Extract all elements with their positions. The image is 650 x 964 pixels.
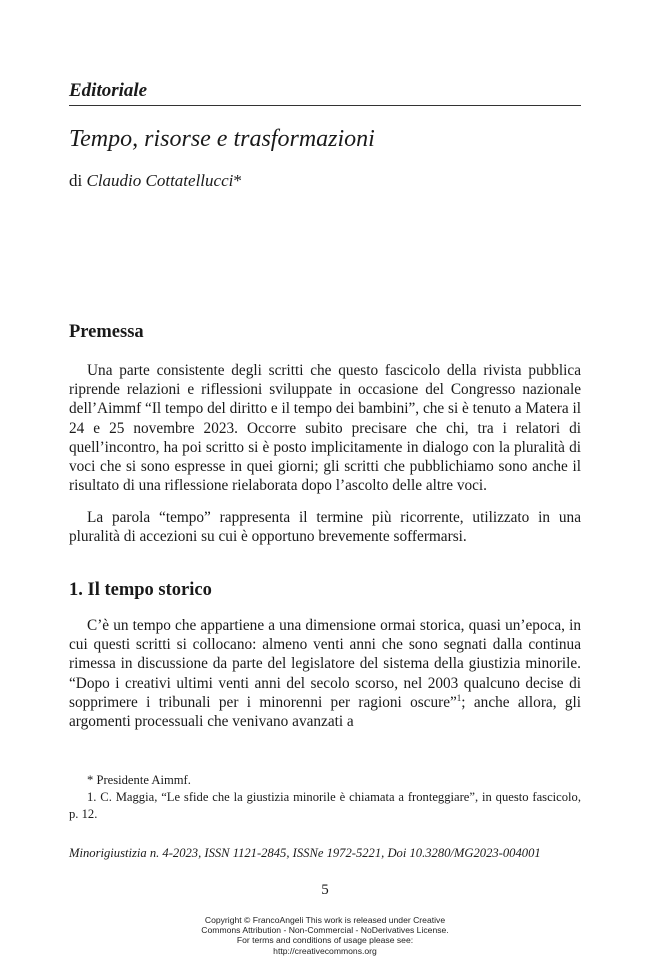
header-rule: [69, 105, 581, 106]
footnote-1: 1. C. Maggia, “Le sfide che la giustizia minorile è chiamata a fronteggiare”, in questo fascicolo, p. 12.: [69, 790, 581, 821]
paragraph: La parola “tempo” rappresenta il termine più ricorrente, utilizzato in una pluralità di accezioni su cui è opportuno brevemente soffermarsi.: [69, 509, 581, 546]
section-heading-premessa: Premessa: [69, 322, 144, 342]
author-name: Claudio Cottatellucci: [86, 171, 234, 190]
author-footnote-mark: *: [233, 171, 242, 190]
paragraph: [69, 616, 581, 731]
section-label: Editoriale: [69, 80, 148, 101]
byline: [69, 171, 242, 191]
license-line: Commons Attribution - Non-Commercial - NoDerivatives License.: [201, 925, 449, 936]
license-link[interactable]: http://creativecommons.org: [273, 945, 377, 956]
byline-prefix: di: [69, 171, 87, 190]
page-number: 5: [321, 882, 329, 898]
journal-citation: Minorigiustizia n. 4-2023, ISSN 1121-2845, ISSNe 1972-5221, Doi 10.3280/MG2023-004001: [69, 846, 541, 860]
paragraph-text: C’è un tempo che appartiene a una dimensione ormai storica, quasi un’epoca, in cui questi scritti si collocano: almeno venti anni che sono segnati dalla continua rimessa in discussione da parte del legislatore del sistema della giustizia minorile. “Dopo i creativi ultimi venti anni del secolo scorso, nel 2003 qualcuno decise di sopprimere i tribunali per i minorenni per ragioni oscure”: [69, 617, 581, 711]
article-title: Tempo, risorse e trasformazioni: [69, 126, 375, 152]
paragraph-text-continued: ; anche allora, gli argomenti processuali che venivano avanzati a: [69, 693, 582, 731]
license-line: For terms and conditions of usage please see:: [236, 935, 414, 946]
footnote-author: * Presidente Aimmf.: [87, 773, 191, 787]
section-heading-tempo-storico: 1. Il tempo storico: [69, 580, 212, 600]
license-notice: [0, 915, 650, 956]
footnote-ref[interactable]: 1: [456, 692, 462, 703]
paragraph: Una parte consistente degli scritti che questo fascicolo della rivista pubblica riprende relazioni e riflessioni sviluppate in occasione del Congresso nazionale dell’Aimmf “Il tempo del diritto e il tempo dei bambini”, che si è tenuto a Matera il 24 e 25 novembre 2023. Occorre subito precisare che chi, tra i relatori di quell’incontro, ha poi scritto si è posto implicitamente in dialogo con la pluralità di voci che si sono espresse in quei giorni; gli scritti che pubblichiamo sono anche il risultato di una riflessione rielaborata dopo l’ascolto delle altre voci.: [69, 362, 581, 495]
license-line: Copyright © FrancoAngeli This work is released under Creative: [204, 915, 446, 925]
